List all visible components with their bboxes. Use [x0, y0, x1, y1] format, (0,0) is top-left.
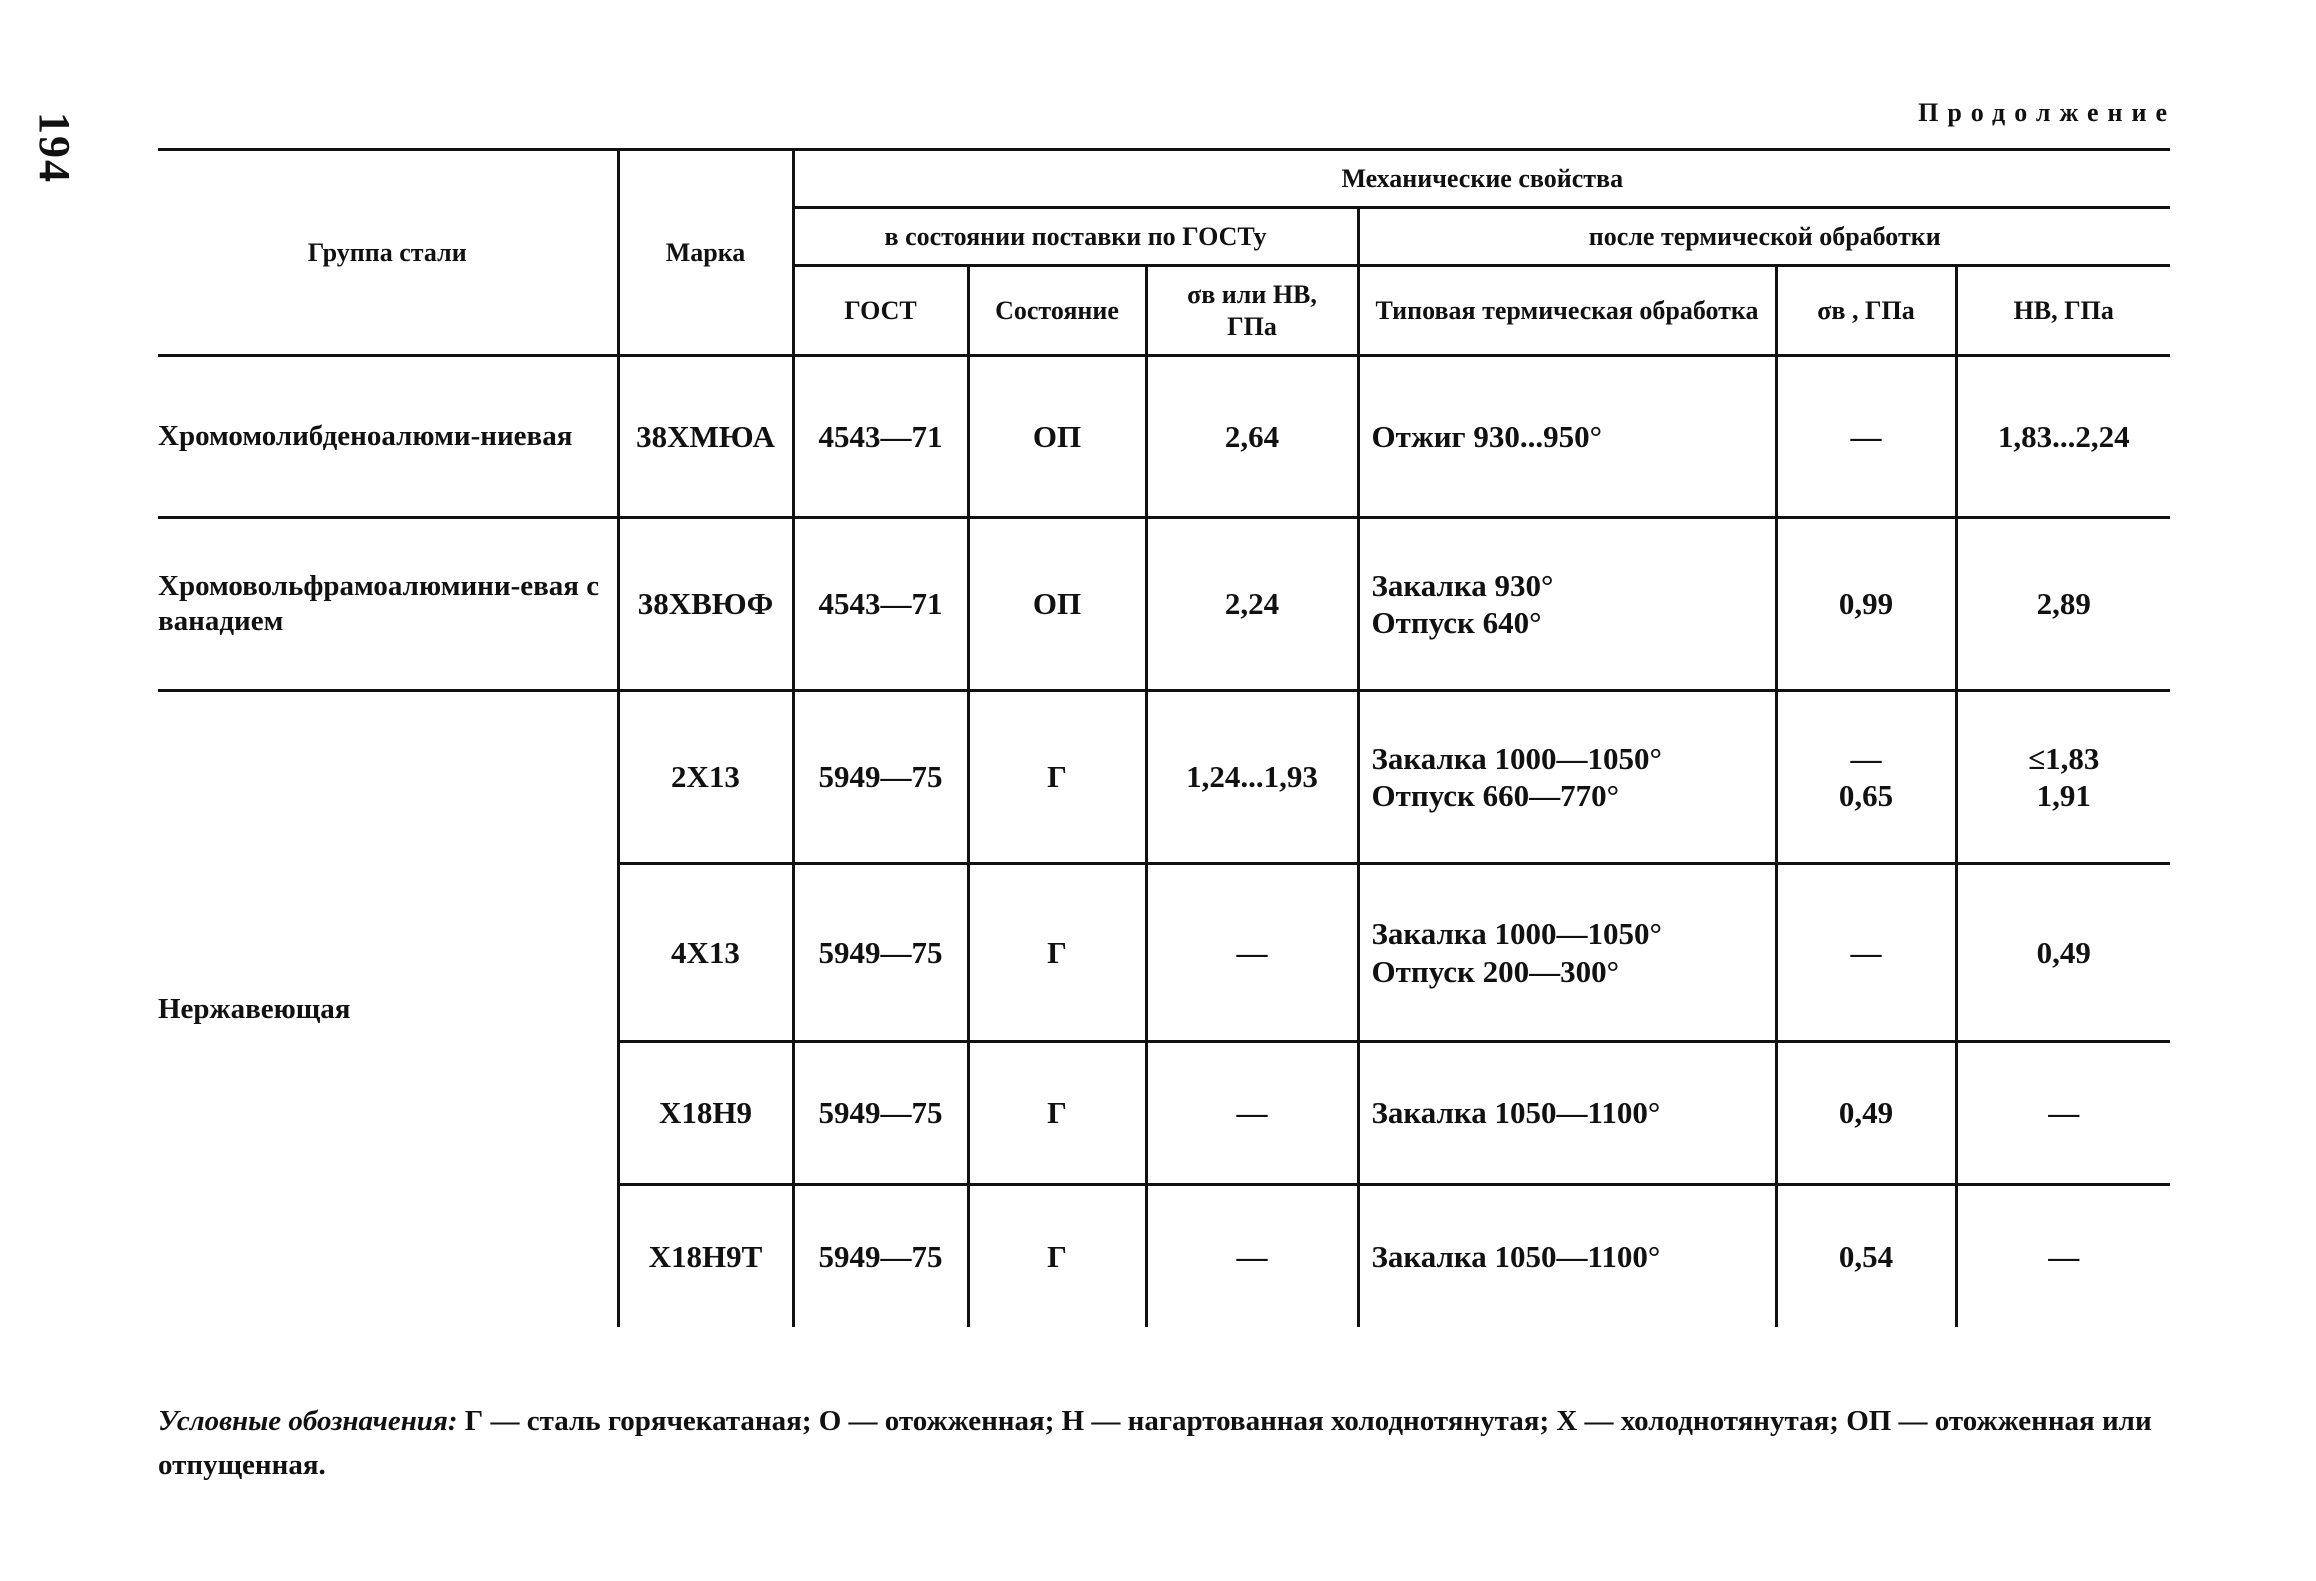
- table-row: [158, 518, 2170, 691]
- grade: 4Х13: [618, 864, 793, 1042]
- gost: 5949—75: [793, 864, 968, 1042]
- state: Г: [968, 691, 1146, 864]
- sigma: 0,54: [1776, 1185, 1956, 1327]
- state: ОП: [968, 356, 1146, 518]
- legend-text: Г — сталь горячекатаная; О — отожженная; Н — нагартованная холоднотянутая; Х — холоднотянутая; ОП — отожженная или отпущенная.: [158, 1405, 2152, 1481]
- gost: 5949—75: [793, 691, 968, 864]
- header-group: Группа стали: [158, 150, 618, 356]
- header-state: Состояние: [968, 266, 1146, 356]
- sigma: —: [1776, 356, 1956, 518]
- treatment: Закалка 1050—1100°: [1358, 1185, 1776, 1327]
- table-row: [158, 356, 2170, 518]
- treatment: Закалка 1050—1100°: [1358, 1042, 1776, 1185]
- gost: 5949—75: [793, 1042, 968, 1185]
- continuation-label: Продолжение: [1918, 98, 2176, 127]
- header-typical-treatment: Типовая термическая обработка: [1358, 266, 1776, 356]
- header-hb: НВ, ГПа: [1956, 266, 2170, 356]
- grade: Х18Н9Т: [618, 1185, 793, 1327]
- table-row: [158, 691, 2170, 864]
- header-sigma: σв , ГПа: [1776, 266, 1956, 356]
- steel-properties-table: [158, 148, 2170, 1327]
- page-number: 194: [30, 112, 79, 184]
- grade: 2Х13: [618, 691, 793, 864]
- sigma: — 0,65: [1776, 691, 1956, 864]
- header-gost: ГОСТ: [793, 266, 968, 356]
- steel-group: Хромомолибденоалюми-ниевая: [158, 356, 618, 518]
- hb: —: [1956, 1042, 2170, 1185]
- header-after-heat: после термической обработки: [1358, 208, 2170, 266]
- state: ОП: [968, 518, 1146, 691]
- hb: 1,83...2,24: [1956, 356, 2170, 518]
- gost: 5949—75: [793, 1185, 968, 1327]
- hb: 2,89: [1956, 518, 2170, 691]
- header-sigma-hb: σв или НВ, ГПа: [1146, 266, 1358, 356]
- hb: ≤1,83 1,91: [1956, 691, 2170, 864]
- treatment: Отжиг 930...950°: [1358, 356, 1776, 518]
- sigma-hb: —: [1146, 1185, 1358, 1327]
- gost: 4543—71: [793, 356, 968, 518]
- sigma-hb: 2,24: [1146, 518, 1358, 691]
- state: Г: [968, 1185, 1146, 1327]
- treatment: Закалка 1000—1050° Отпуск 200—300°: [1358, 864, 1776, 1042]
- sigma-hb: —: [1146, 1042, 1358, 1185]
- sigma-hb: 1,24...1,93: [1146, 691, 1358, 864]
- steel-group: Хромовольфрамоалюмини-евая с ванадием: [158, 518, 618, 691]
- header-delivery-state: в состоянии поставки по ГОСТу: [793, 208, 1358, 266]
- gost: 4543—71: [793, 518, 968, 691]
- legend-lead: Условные обозначения:: [158, 1405, 458, 1437]
- hb: 0,49: [1956, 864, 2170, 1042]
- legend: [158, 1400, 2158, 1487]
- steel-group: Нержавеющая: [158, 992, 351, 1025]
- grade: Х18Н9: [618, 1042, 793, 1185]
- state: Г: [968, 864, 1146, 1042]
- sigma: —: [1776, 864, 1956, 1042]
- sigma-hb: —: [1146, 864, 1358, 1042]
- treatment: Закалка 930° Отпуск 640°: [1358, 518, 1776, 691]
- sigma-hb: 2,64: [1146, 356, 1358, 518]
- treatment: Закалка 1000—1050° Отпуск 660—770°: [1358, 691, 1776, 864]
- header-mech-props: Механические свойства: [793, 150, 2170, 208]
- sigma: 0,49: [1776, 1042, 1956, 1185]
- state: Г: [968, 1042, 1146, 1185]
- sigma: 0,99: [1776, 518, 1956, 691]
- header-grade: Марка: [618, 150, 793, 356]
- hb: —: [1956, 1185, 2170, 1327]
- grade: 38ХВЮФ: [618, 518, 793, 691]
- grade: 38ХМЮА: [618, 356, 793, 518]
